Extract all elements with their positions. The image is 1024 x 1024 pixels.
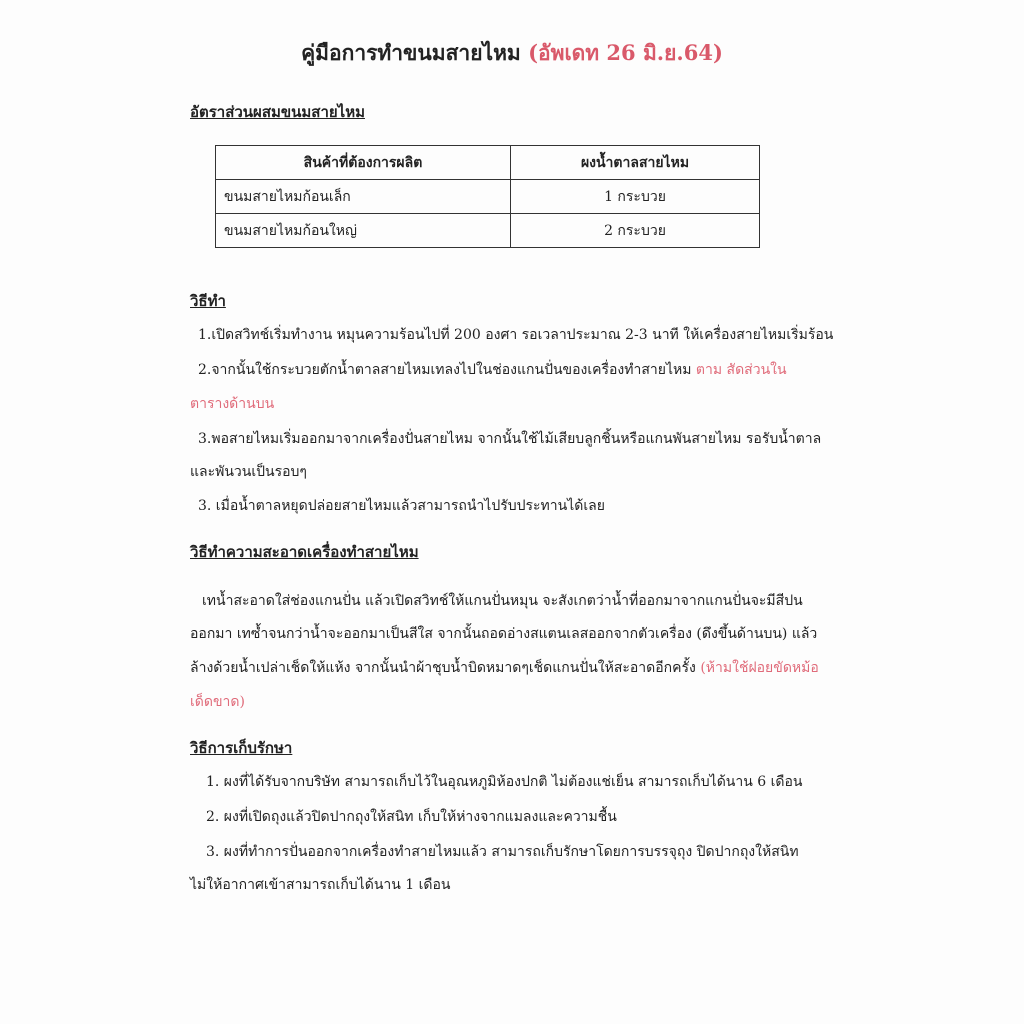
method-step-1: 1.เปิดสวิทช์เริ่มทำงาน หมุนความร้อนไปที่ 200 องศา รอเวลาประมาณ 2-3 นาที ให้เครื่องสายไหมเริ่มร้อน	[198, 327, 834, 343]
title-main: คู่มือการทำขนมสายไหม	[301, 40, 521, 65]
ratio-heading: อัตราส่วนผสมขนมสายไหม	[190, 103, 365, 121]
method-step-2-note-cont: ตารางด้านบน	[190, 396, 275, 412]
cleaning-line-1: เทน้ำสะอาดใส่ช่องแกนปั่น แล้วเปิดสวิทช์ให้แกนปั่นหมุน จะสังเกตว่าน้ำที่ออกมาจากแกนปั่นจะมีสีปน	[202, 593, 803, 609]
method-step-2-text: 2.จากนั้นใช้กระบวยตักน้ำตาลสายไหมเทลงไปในช่องแกนปั่นของเครื่องทำสายไหม	[198, 362, 692, 378]
cleaning-line-2: ออกมา เทซ้ำจนกว่าน้ำจะออกมาเป็นสีใส จากนั้นถอดอ่างสแตนเลสออกจากตัวเครื่อง (ดึงขึ้นด้านบน) แล้ว	[190, 626, 818, 642]
amount-cell: 2 กระบวย	[511, 214, 760, 248]
cleaning-warning-cont: เด็ดขาด)	[190, 694, 245, 710]
product-cell: ขนมสายไหมก้อนใหญ่	[216, 214, 511, 248]
cleaning-line-3	[190, 657, 819, 679]
method-step-3-cont: และพันวนเป็นรอบๆ	[190, 464, 307, 480]
column-header-product: สินค้าที่ต้องการผลิต	[216, 146, 511, 180]
storage-heading: วิธีการเก็บรักษา	[190, 739, 293, 757]
method-step-2	[198, 359, 787, 381]
storage-item-3: 3. ผงที่ทำการปั่นออกจากเครื่องทำสายไหมแล้ว สามารถเก็บรักษาโดยการบรรจุถุง ปิดปากถุงให้สนิท	[206, 844, 799, 860]
method-heading: วิธีทำ	[190, 292, 226, 310]
storage-item-3-cont: ไม่ให้อากาศเข้าสามารถเก็บได้นาน 1 เดือน	[190, 877, 451, 893]
storage-item-1: 1. ผงที่ได้รับจากบริษัท สามารถเก็บไว้ในอุณหภูมิห้องปกติ ไม่ต้องแช่เย็น สามารถเก็บได้นาน 6 เดือน	[206, 774, 803, 790]
product-cell: ขนมสายไหมก้อนเล็ก	[216, 180, 511, 214]
document-title	[0, 38, 1024, 68]
amount-cell: 1 กระบวย	[511, 180, 760, 214]
method-step-2-note: ตาม สัดส่วนใน	[695, 362, 787, 378]
cleaning-line-3-text: ล้างด้วยน้ำเปล่าเช็ดให้แห้ง จากนั้นนำผ้าชุบน้ำบิดหมาดๆเช็ดแกนปั่นให้สะอาดอีกครั้ง	[190, 660, 696, 676]
column-header-sugar: ผงน้ำตาลสายไหม	[511, 146, 760, 180]
cleaning-heading: วิธีทำความสะอาดเครื่องทำสายไหม	[190, 543, 419, 561]
method-step-4: 3. เมื่อน้ำตาลหยุดปล่อยสายไหมแล้วสามารถนำไปรับประทานได้เลย	[198, 498, 605, 514]
ratio-table	[215, 145, 760, 248]
table-row	[216, 214, 760, 248]
method-step-3: 3.พอสายไหมเริ่มออกมาจากเครื่องปั่นสายไหม จากนั้นใช้ไม้เสียบลูกชิ้นหรือแกนพันสายไหม รอรับน้ำตาล	[198, 431, 822, 447]
title-update-date: (อัพเดท 26 มิ.ย.64)	[528, 40, 723, 65]
storage-item-2: 2. ผงที่เปิดถุงแล้วปิดปากถุงให้สนิท เก็บให้ห่างจากแมลงและความชื้น	[206, 809, 617, 825]
ratio-table-header-row	[216, 146, 760, 180]
cleaning-warning: (ห้ามใช้ฝอยขัดหม้อ	[700, 660, 819, 676]
table-row	[216, 180, 760, 214]
